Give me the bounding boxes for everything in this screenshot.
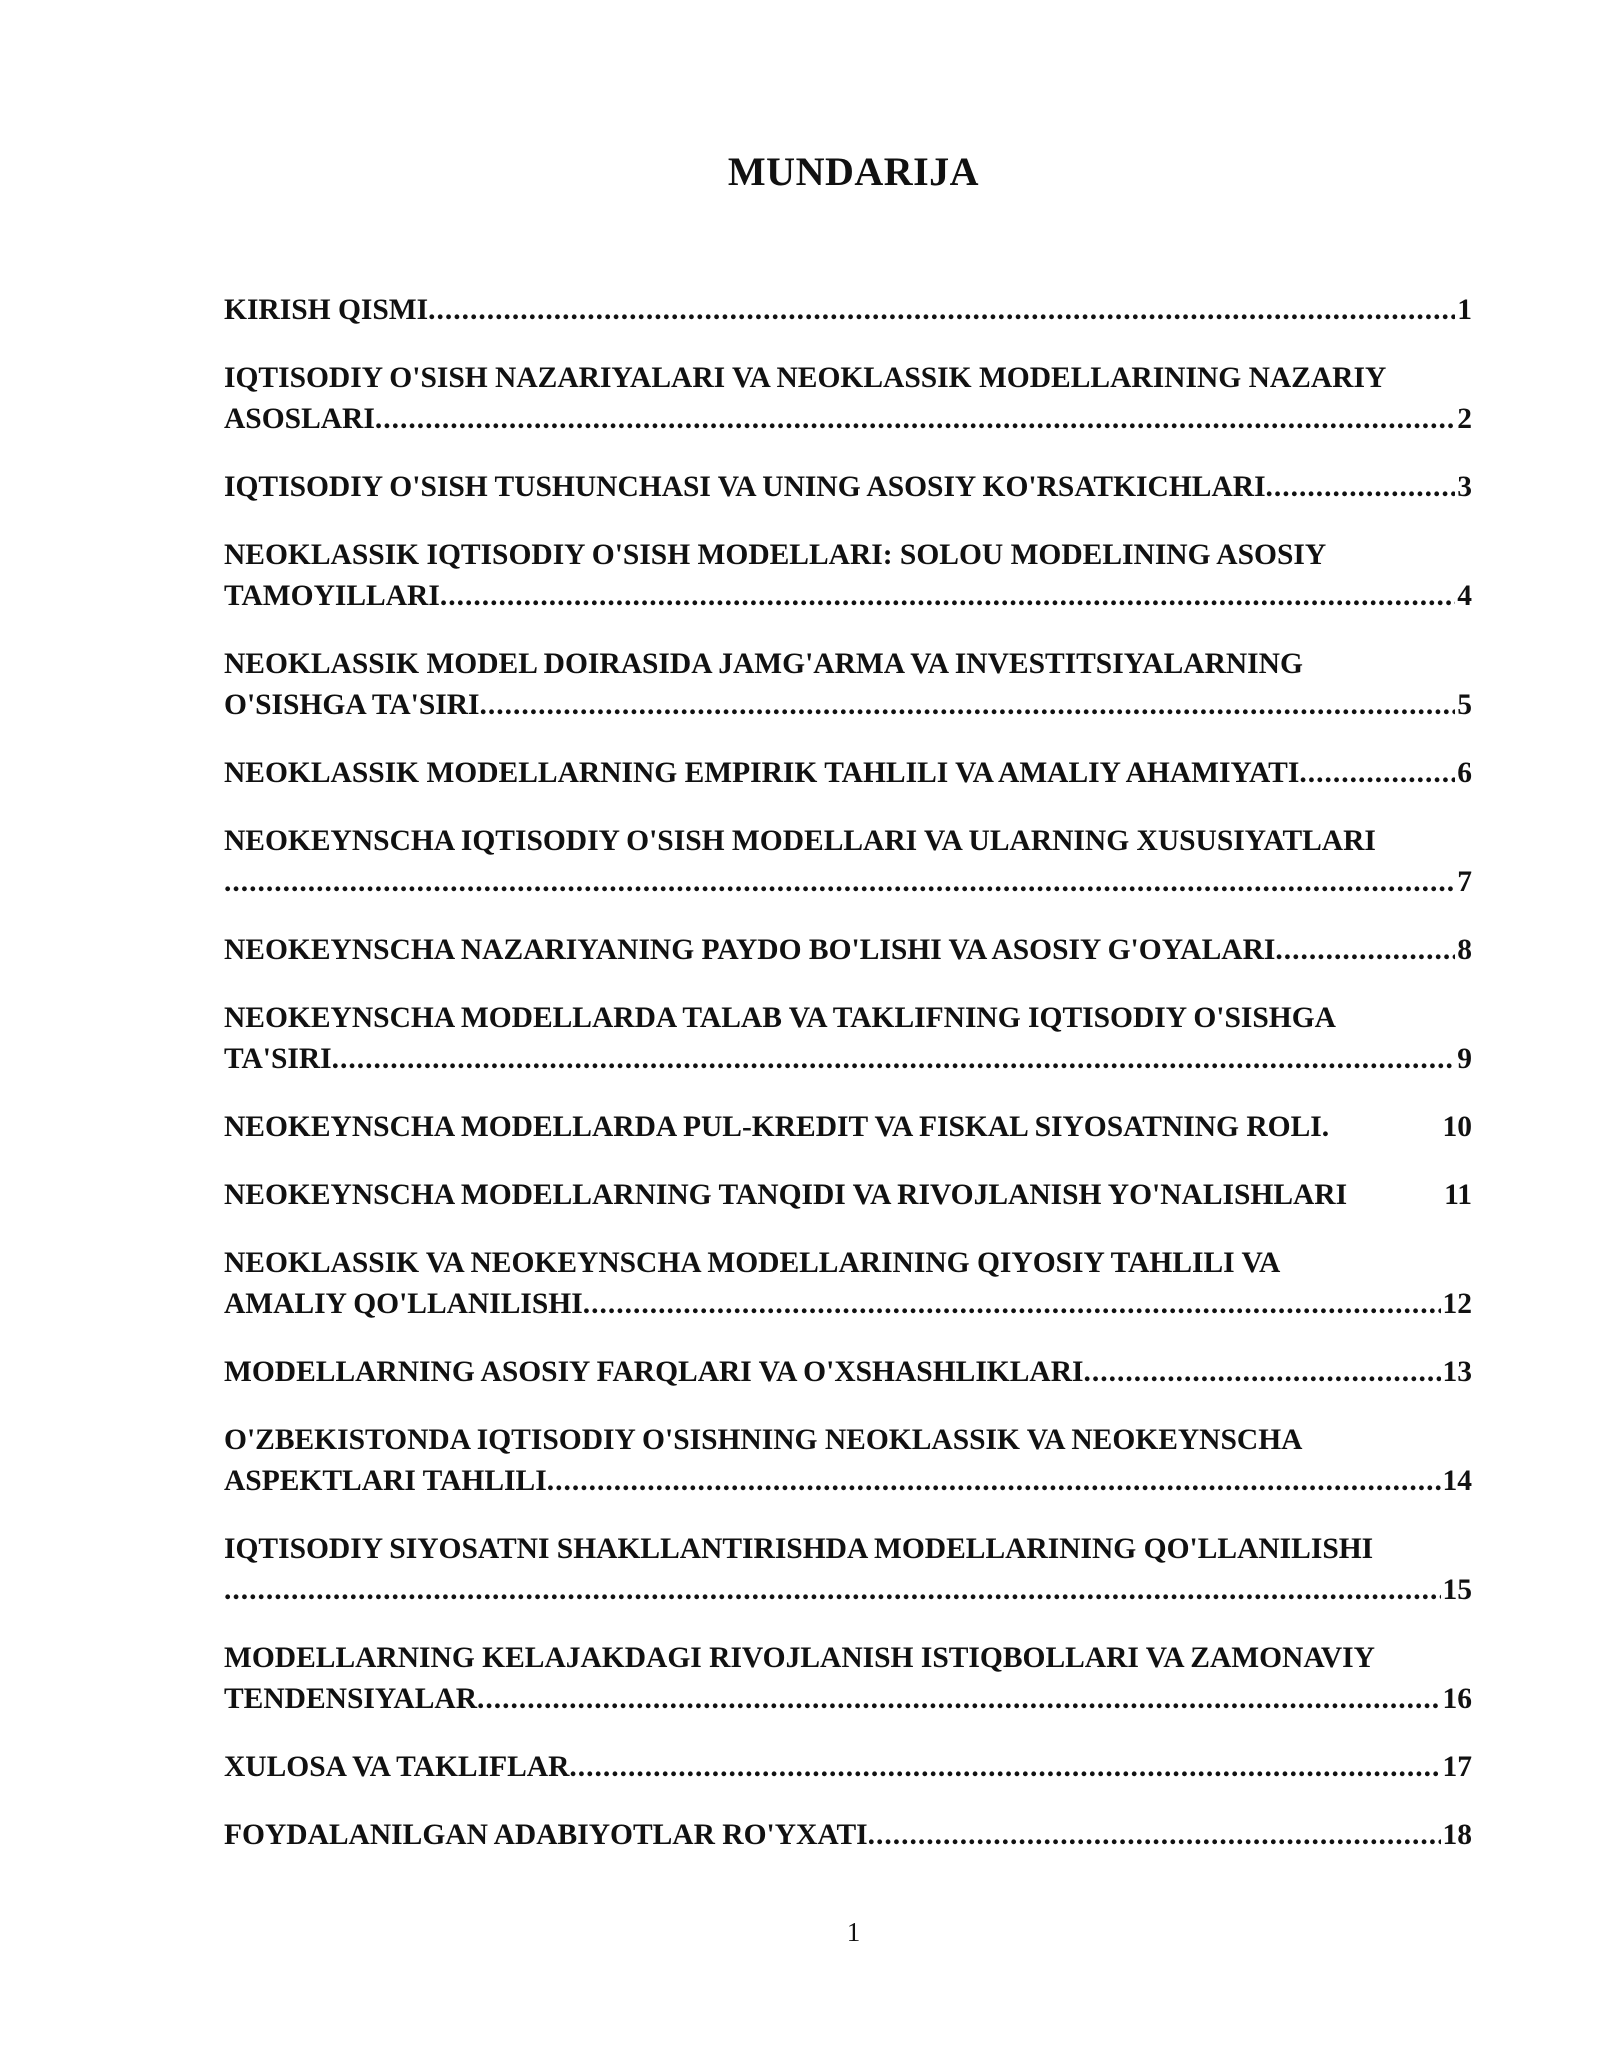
toc-entry-line bbox=[224, 1570, 1472, 1611]
dot-leader bbox=[332, 1039, 1456, 1080]
toc-page-number: 10 bbox=[1442, 1111, 1472, 1143]
toc-page-number: 4 bbox=[1457, 580, 1472, 612]
toc-page-number: 14 bbox=[1442, 1465, 1472, 1497]
toc-entry[interactable] bbox=[224, 1352, 1472, 1393]
toc-entry-title: NEOKLASSIK MODELLARNING EMPIRIK TAHLILI VA AMALIY AHAMIYATI bbox=[224, 757, 1300, 789]
toc-page-number: 11 bbox=[1444, 1179, 1472, 1211]
toc-page-number: 1 bbox=[1457, 294, 1472, 326]
toc-entry-title: ASPEKTLARI TAHLILI bbox=[224, 1465, 547, 1497]
toc-entry-title: XULOSA VA TAKLIFLAR bbox=[224, 1751, 570, 1783]
toc-page-number: 18 bbox=[1442, 1819, 1472, 1851]
page-number: 1 bbox=[846, 1917, 861, 1947]
dot-leader bbox=[224, 1570, 1441, 1611]
toc-entry-title: ASOSLARI bbox=[224, 403, 375, 435]
toc-entry-title-line1: NEOKLASSIK VA NEOKEYNSCHA MODELLARINING QIYOSIY TAHLILI VA bbox=[224, 1247, 1281, 1279]
dot-leader bbox=[480, 685, 1456, 726]
toc-entry-line bbox=[224, 1107, 1472, 1148]
toc-entry-line bbox=[224, 1352, 1472, 1393]
toc-entry[interactable] bbox=[224, 1175, 1472, 1216]
dot-leader bbox=[224, 862, 1455, 903]
toc-entry-line bbox=[224, 1039, 1472, 1080]
toc-entry[interactable] bbox=[224, 998, 1472, 1080]
toc-entry-line bbox=[224, 753, 1472, 794]
toc-entry-line bbox=[224, 1284, 1472, 1325]
toc-entry-title: FOYDALANILGAN ADABIYOTLAR RO'YXATI bbox=[224, 1819, 868, 1851]
toc-entry-title-line1: NEOKLASSIK MODEL DOIRASIDA JAMG'ARMA VA INVESTITSIYALARNING bbox=[224, 648, 1303, 680]
dot-leader bbox=[1275, 930, 1455, 971]
dot-leader bbox=[583, 1284, 1441, 1325]
toc-page-number: 3 bbox=[1457, 471, 1472, 503]
toc-entry-title: O'SISHGA TA'SIRI bbox=[224, 689, 480, 721]
toc-entry-title-line1: O'ZBEKISTONDA IQTISODIY O'SISHNING NEOKLASSIK VA NEOKEYNSCHA bbox=[224, 1424, 1303, 1456]
toc-page-number: 2 bbox=[1457, 403, 1472, 435]
toc-entry[interactable] bbox=[224, 467, 1472, 508]
table-of-contents bbox=[224, 290, 1472, 1883]
dot-leader bbox=[1266, 467, 1456, 508]
toc-entry-title: NEOKEYNSCHA NAZARIYANING PAYDO BO'LISHI VA ASOSIY G'OYALARI bbox=[224, 934, 1276, 966]
toc-entry-title: TA'SIRI bbox=[224, 1043, 332, 1075]
toc-page-number: 12 bbox=[1442, 1288, 1472, 1320]
toc-entry-title: KIRISH QISMI bbox=[224, 294, 429, 326]
toc-entry-line bbox=[224, 1815, 1472, 1856]
toc-entry-title-line1: NEOKEYNSCHA MODELLARDA TALAB VA TAKLIFNING IQTISODIY O'SISHGA bbox=[224, 1002, 1336, 1034]
dot-leader bbox=[477, 1679, 1440, 1720]
dot-leader bbox=[428, 290, 1455, 331]
toc-entry-title: NEOKEYNSCHA MODELLARNING TANQIDI VA RIVOJLANISH YO'NALISHLARI bbox=[224, 1179, 1348, 1211]
toc-page-number: 8 bbox=[1457, 934, 1472, 966]
toc-page-number: 5 bbox=[1457, 689, 1472, 721]
toc-entry-title-line1: NEOKEYNSCHA IQTISODIY O'SISH MODELLARI VA ULARNING XUSUSIYATLARI bbox=[224, 825, 1376, 857]
toc-entry[interactable] bbox=[224, 753, 1472, 794]
page-title: MUNDARIJA bbox=[727, 149, 980, 194]
toc-page-number: 9 bbox=[1457, 1043, 1472, 1075]
toc-entry-line bbox=[224, 399, 1472, 440]
dot-leader bbox=[868, 1815, 1441, 1856]
toc-entry-title-line1: IQTISODIY SIYOSATNI SHAKLLANTIRISHDA MODELLARINING QO'LLANILISHI bbox=[224, 1533, 1374, 1565]
toc-entry-title: NEOKEYNSCHA MODELLARDA PUL-KREDIT VA FISKAL SIYOSATNING ROLI. bbox=[224, 1111, 1330, 1143]
toc-entry-title: TAMOYILLARI bbox=[224, 580, 440, 612]
toc-entry-title: AMALIY QO'LLANILISHI bbox=[224, 1288, 583, 1320]
toc-entry[interactable] bbox=[224, 930, 1472, 971]
toc-entry-line bbox=[224, 1679, 1472, 1720]
toc-entry-line bbox=[224, 467, 1472, 508]
toc-entry[interactable] bbox=[224, 644, 1472, 726]
toc-entry[interactable] bbox=[224, 1529, 1472, 1611]
toc-entry-title: TENDENSIYALAR bbox=[224, 1683, 478, 1715]
toc-entry-line bbox=[224, 862, 1472, 903]
toc-page-number: 13 bbox=[1442, 1356, 1472, 1388]
toc-page-number: 17 bbox=[1442, 1751, 1472, 1783]
toc-entry-title-line1: IQTISODIY O'SISH NAZARIYALARI VA NEOKLASSIK MODELLARINING NAZARIY bbox=[224, 362, 1387, 394]
toc-entry[interactable] bbox=[224, 358, 1472, 440]
toc-entry[interactable] bbox=[224, 1747, 1472, 1788]
toc-page-number: 7 bbox=[1457, 866, 1472, 898]
dot-leader bbox=[375, 399, 1455, 440]
toc-entry[interactable] bbox=[224, 1638, 1472, 1720]
toc-page-number: 16 bbox=[1442, 1683, 1472, 1715]
toc-entry[interactable] bbox=[224, 1420, 1472, 1502]
toc-entry-line bbox=[224, 1747, 1472, 1788]
toc-entry-line bbox=[224, 576, 1472, 617]
dot-leader bbox=[569, 1747, 1440, 1788]
toc-entry-title: IQTISODIY O'SISH TUSHUNCHASI VA UNING ASOSIY KO'RSATKICHLARI bbox=[224, 471, 1266, 503]
toc-entry-title-line1: NEOKLASSIK IQTISODIY O'SISH MODELLARI: SOLOU MODELINING ASOSIY bbox=[224, 539, 1327, 571]
toc-entry-title-line1: MODELLARNING KELAJAKDAGI RIVOJLANISH ISTIQBOLLARI VA ZAMONAVIY bbox=[224, 1642, 1375, 1674]
toc-entry-line bbox=[224, 1175, 1472, 1216]
toc-page-number: 15 bbox=[1442, 1574, 1472, 1606]
toc-entry-line bbox=[224, 290, 1472, 331]
toc-page-number: 6 bbox=[1457, 757, 1472, 789]
toc-entry[interactable] bbox=[224, 535, 1472, 617]
toc-entry[interactable] bbox=[224, 821, 1472, 903]
toc-entry[interactable] bbox=[224, 290, 1472, 331]
toc-entry[interactable] bbox=[224, 1243, 1472, 1325]
dot-leader bbox=[547, 1461, 1441, 1502]
dot-leader bbox=[1299, 753, 1455, 794]
dot-leader bbox=[1084, 1352, 1441, 1393]
toc-entry[interactable] bbox=[224, 1107, 1472, 1148]
toc-entry-title: MODELLARNING ASOSIY FARQLARI VA O'XSHASHLIKLARI bbox=[224, 1356, 1084, 1388]
dot-leader bbox=[440, 576, 1455, 617]
toc-entry-line bbox=[224, 930, 1472, 971]
toc-entry-line bbox=[224, 685, 1472, 726]
toc-entry-line bbox=[224, 1461, 1472, 1502]
toc-entry[interactable] bbox=[224, 1815, 1472, 1856]
